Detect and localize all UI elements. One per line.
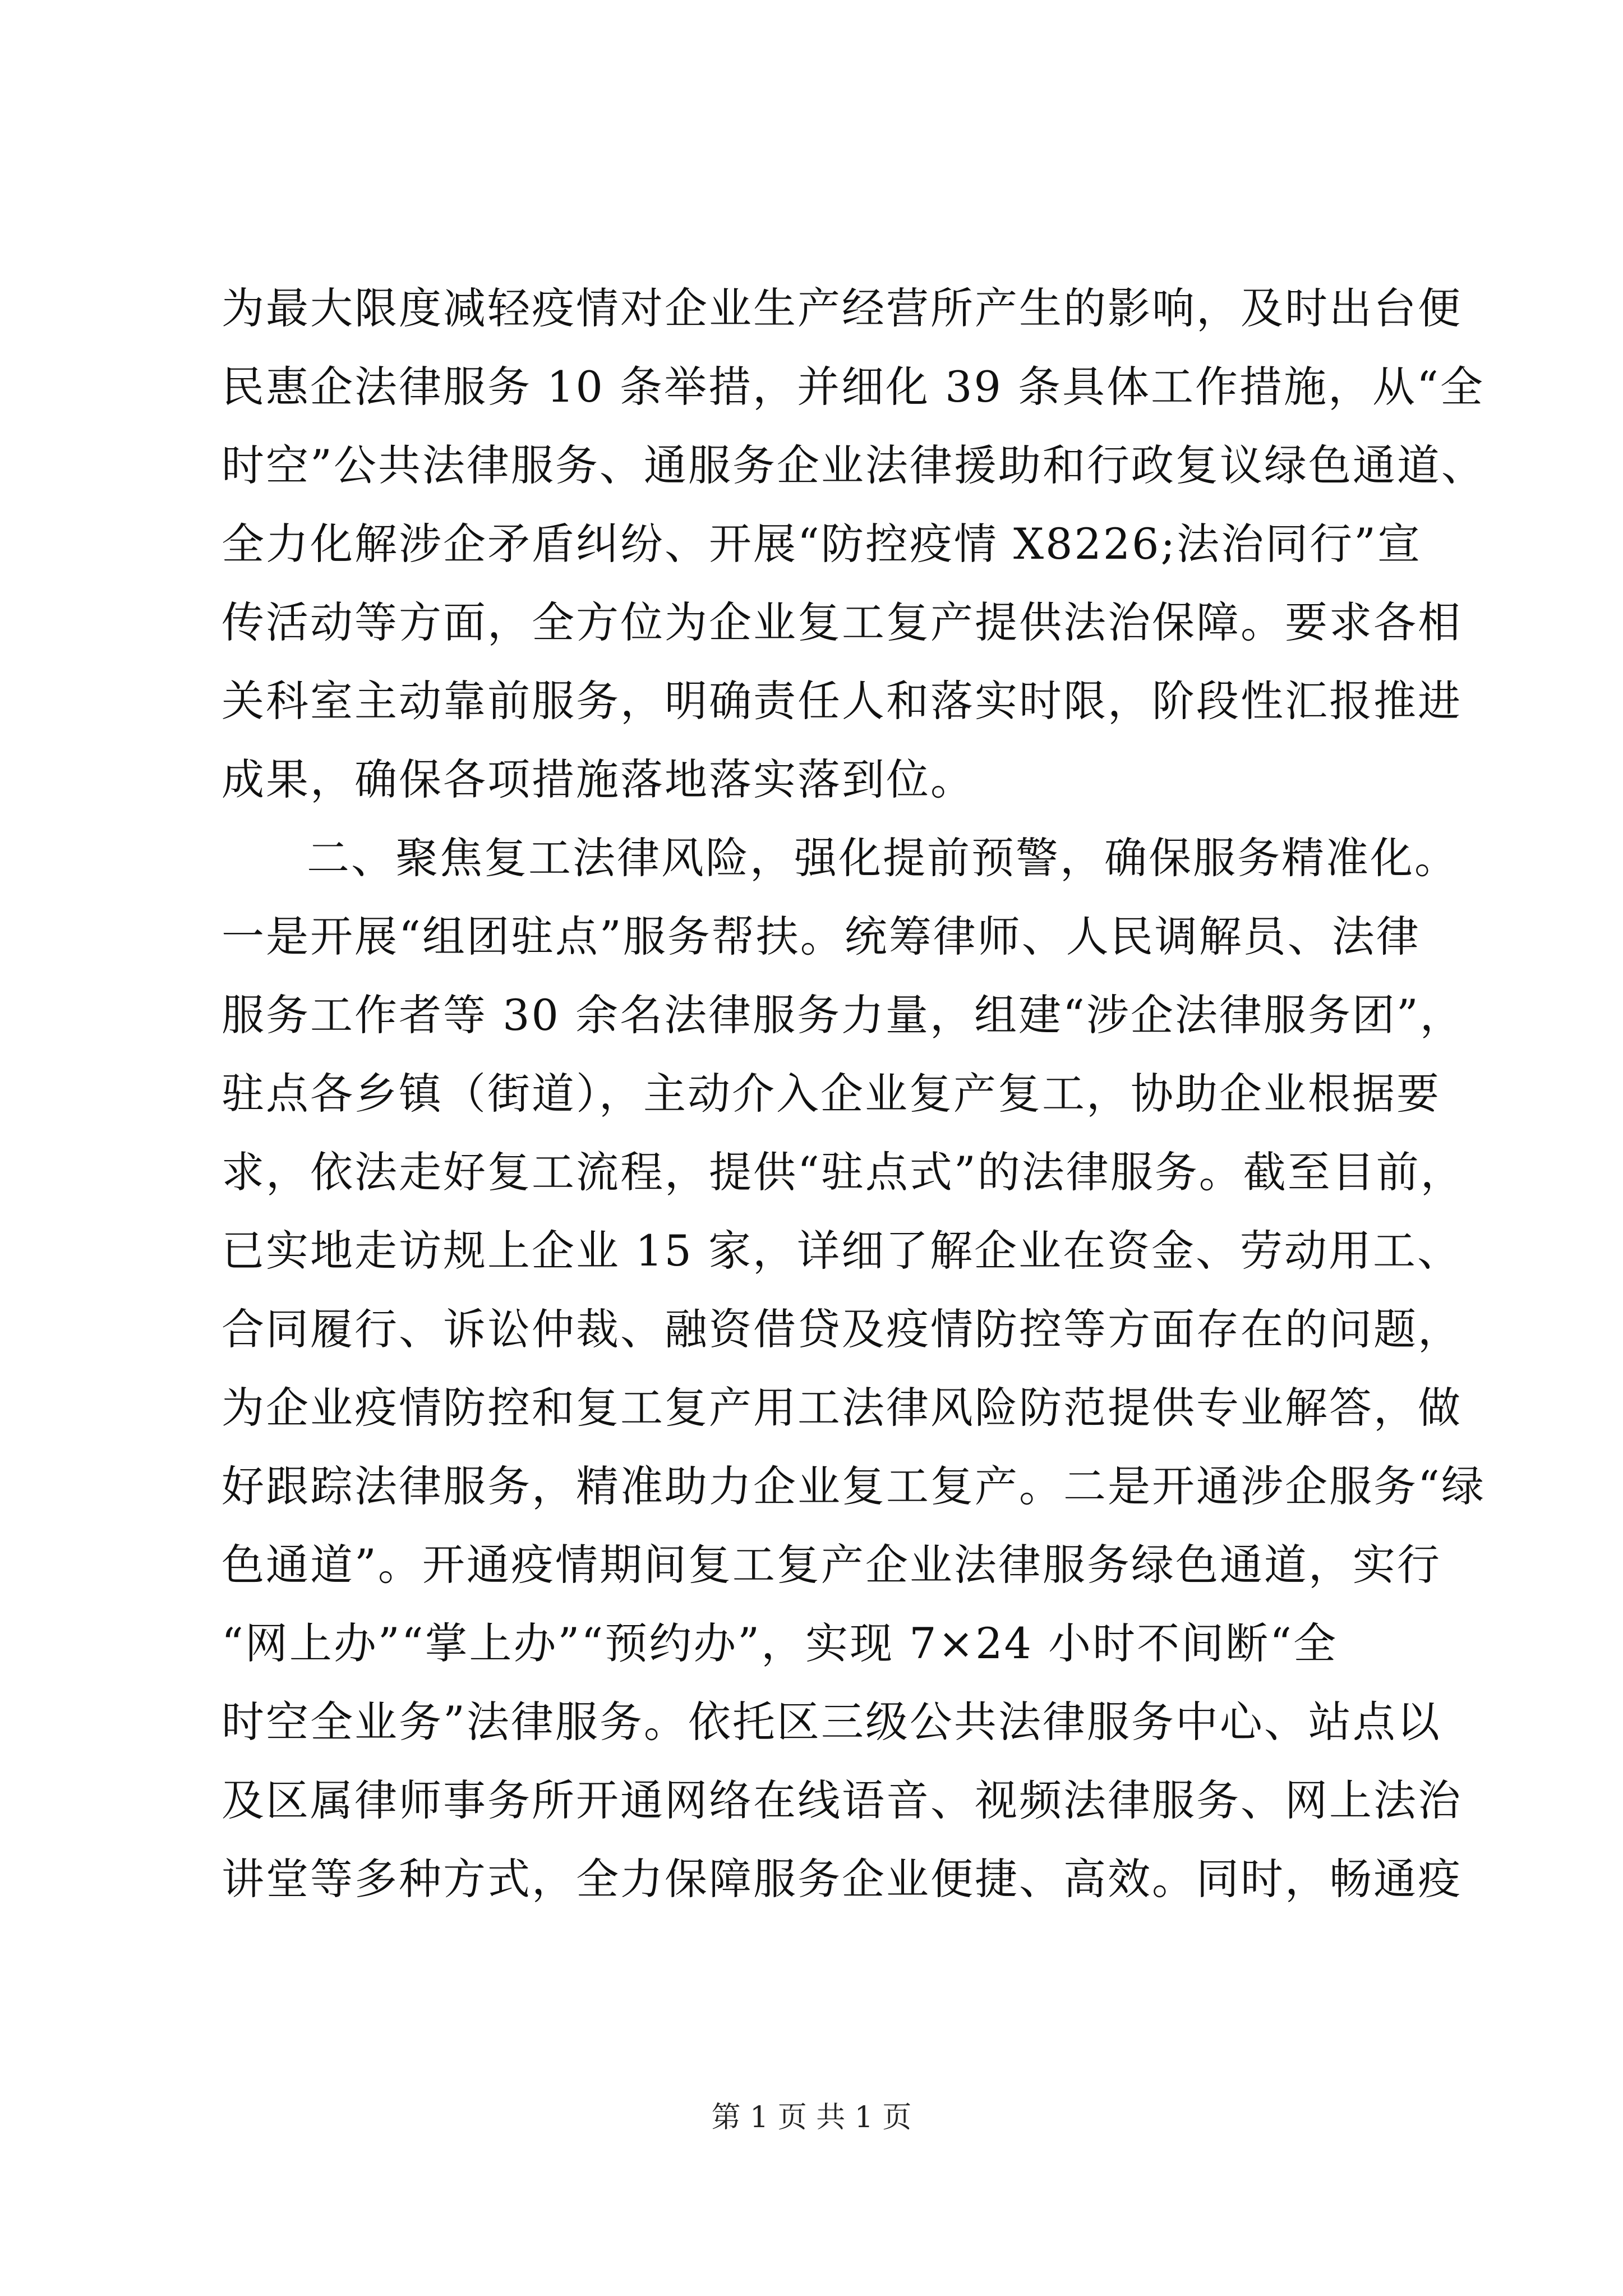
text-line: “网上办”“掌上办”“预约办”，实现 7×24 小时不间断“全	[222, 1618, 1338, 1668]
text-line: 时空”公共法律服务、通服务企业法律援助和行政复议绿色通道、	[222, 440, 1486, 490]
text-line: 一是开展“组团驻点”服务帮扶。统筹律师、人民调解员、法律	[222, 912, 1421, 961]
text-line: 合同履行、诉讼仲裁、融资借贷及疫情防控等方面存在的问题，	[222, 1304, 1462, 1354]
text-line: 全力化解涉企矛盾纠纷、开展“防控疫情 X8226;法治同行”宣	[222, 519, 1422, 569]
text-line: 为最大限度减轻疫情对企业生产经营所产生的影响，及时出台便	[222, 283, 1462, 333]
text-line: 民惠企法律服务 10 条举措，并细化 39 条具体工作措施，从“全	[222, 362, 1484, 412]
body-text	[222, 269, 1486, 1918]
text-line: 驻点各乡镇（街道），主动介入企业复产复工，协助企业根据要	[222, 1069, 1441, 1119]
page-number-footer: 第 1 页 共 1 页	[711, 2101, 912, 2134]
text-line: 时空全业务”法律服务。依托区三级公共法律服务中心、站点以	[222, 1697, 1441, 1747]
text-line: 已实地走访规上企业 15 家，详细了解企业在资金、劳动用工、	[222, 1226, 1462, 1276]
text-line: 传活动等方面，全方位为企业复工复产提供法治保障。要求各相	[222, 597, 1462, 647]
text-line: 关科室主动靠前服务，明确责任人和落实时限，阶段性汇报推进	[222, 676, 1462, 726]
text-line: 色通道”。开通疫情期间复工复产企业法律服务绿色通道，实行	[222, 1540, 1441, 1590]
section-heading-line: 二、聚焦复工法律风险，强化提前预警，确保服务精准化。	[307, 833, 1459, 883]
text-line: 好跟踪法律服务，精准助力企业复工复产。二是开通涉企服务“绿	[222, 1461, 1486, 1511]
text-line: 及区属律师事务所开通网络在线语音、视频法律服务、网上法治	[222, 1775, 1462, 1825]
text-line: 讲堂等多种方式，全力保障服务企业便捷、高效。同时，畅通疫	[222, 1854, 1462, 1904]
text-line: 服务工作者等 30 余名法律服务力量，组建“涉企法律服务团”，	[222, 990, 1464, 1040]
text-line: 成果，确保各项措施落地落实落到位。	[222, 754, 975, 804]
text-line: 求，依法走好复工流程，提供“驻点式”的法律服务。截至目前，	[222, 1147, 1465, 1197]
text-line: 为企业疫情防控和复工复产用工法律风险防范提供专业解答，做	[222, 1383, 1462, 1433]
